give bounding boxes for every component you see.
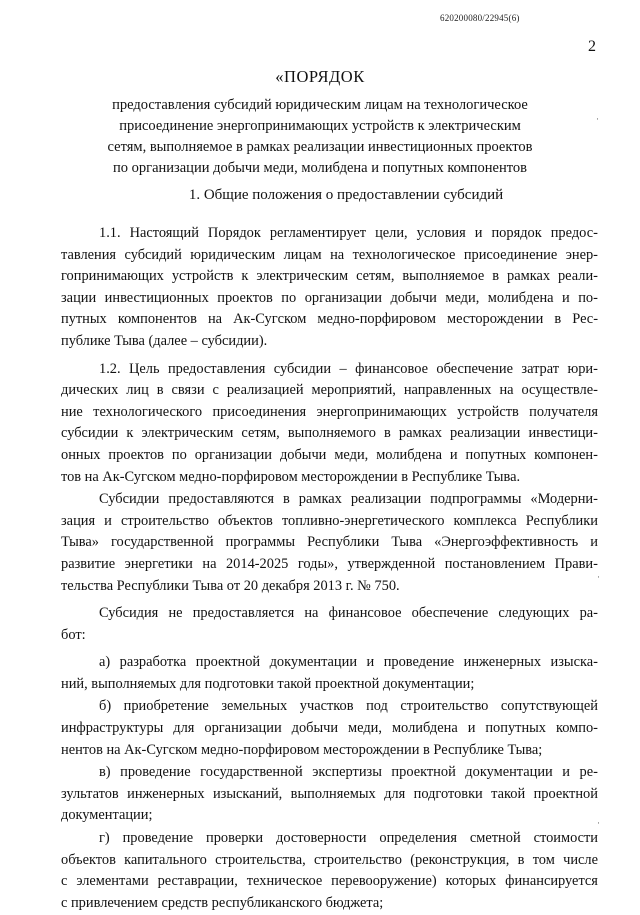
paragraph-line: тавления субсидий юридическим лицам на технологическое присоединение энер- bbox=[61, 246, 598, 263]
paragraph-line: путных компонентов на Ак-Сугском медно-порфировом месторождении в Рес- bbox=[61, 311, 598, 328]
scan-mark: · bbox=[596, 114, 599, 124]
paragraph bbox=[61, 223, 598, 353]
paragraph bbox=[61, 489, 598, 597]
title-main: «ПОРЯДОК bbox=[275, 67, 365, 86]
document-title bbox=[60, 67, 580, 179]
paragraph-line: нентов на Ак-Сугском медно-порфировом месторождении в Республике Тыва; bbox=[61, 741, 543, 758]
paragraph bbox=[61, 652, 598, 695]
paragraph-line: объектов капитального строительства, строительство (реконструкция, в том числе bbox=[61, 851, 598, 868]
paragraph-line: бот: bbox=[61, 626, 86, 643]
paragraph-line: 1.2. Цель предоставления субсидии – финансовое обеспечение затрат юри- bbox=[99, 360, 598, 377]
page-number: 2 bbox=[588, 38, 596, 55]
paragraph-line: ний, выполняемых для подготовки такой проектной документации; bbox=[61, 675, 475, 692]
paragraph-line: с элементами реставрации, техническое перевооружение) которых финансируется bbox=[61, 873, 598, 890]
paragraph-line: 1.1. Настоящий Порядок регламентирует цели, условия и порядок предос- bbox=[99, 225, 598, 241]
paragraph-line: гопринимающих устройств к электрическим сетям, выполняемое в рамках реали- bbox=[61, 268, 598, 285]
paragraph-line: зация и строительство объектов топливно-энергетического комплекса Республики bbox=[61, 512, 598, 529]
paragraph-line: инфраструктуры для организации добычи меди, молибдена и попутных компо- bbox=[61, 720, 598, 737]
paragraph-line: Субсидии предоставляются в рамках реализации подпрограммы «Модерни- bbox=[99, 491, 598, 508]
scan-mark: · bbox=[597, 818, 600, 828]
title-line: по организации добычи меди, молибдена и попутных компонентов bbox=[112, 160, 527, 176]
paragraph-line: развитие энергетики на 2014-2025 годы», утвержденной постановлением Прави- bbox=[61, 555, 598, 572]
paragraph-line: зации инвестиционных проектов по организации добычи меди, молибдена и по- bbox=[61, 289, 598, 306]
paragraph-line: Субсидия не предоставляется на финансовое обеспечение следующих ра- bbox=[99, 605, 598, 622]
paragraph-line: б) приобретение земельных участков под строительство сопутствующей bbox=[99, 698, 598, 715]
title-line: предоставления субсидий юридическим лицам на технологическое bbox=[112, 97, 528, 113]
paragraph-line: зультатов инженерных изысканий, выполняемых для подготовки такой проектной bbox=[61, 785, 598, 802]
paragraph-line: онных проектов по организации добычи меди, молибдена и попутных компонен- bbox=[61, 446, 598, 463]
paragraph bbox=[61, 696, 598, 761]
section-heading: 1. Общие положения о предоставлении субсидий bbox=[188, 187, 504, 203]
paragraph-line: в) проведение государственной экспертизы проектной документации и ре- bbox=[99, 764, 598, 781]
title-line: присоединение энергопринимающих устройств к электрическим bbox=[119, 118, 521, 134]
paragraph-line: дических лиц в связи с реализацией мероприятий, направленных на осуществле- bbox=[61, 382, 598, 399]
paragraph bbox=[61, 828, 598, 914]
paragraph-line: г) проведение проверки достоверности определения сметной стоимости bbox=[99, 830, 598, 847]
title-subtitle bbox=[60, 95, 580, 179]
paragraph-line: тов на Ак-Сугском медно-порфировом месторождении в Республике Тыва. bbox=[61, 468, 521, 485]
paragraph-line: публике Тыва (далее – субсидии). bbox=[61, 332, 268, 349]
paragraph-line: Тыва» государственной программы Республики Тыва «Энергоэффективность и bbox=[61, 534, 598, 551]
scan-mark: · bbox=[597, 572, 600, 582]
paragraph bbox=[61, 603, 598, 646]
paragraph-line: тельства Республики Тыва от 20 декабря 2013 г. № 750. bbox=[61, 577, 400, 594]
paragraph bbox=[61, 762, 598, 827]
document-body bbox=[61, 223, 598, 915]
paragraph-line: ние технологического присоединения энергопринимающих устройств получателя bbox=[61, 403, 598, 420]
paragraph-line: с привлечением средств республиканского бюджета; bbox=[61, 894, 384, 911]
paragraph-line: документации; bbox=[61, 807, 153, 824]
paragraph-line: а) разработка проектной документации и проведение инженерных изыска- bbox=[99, 654, 598, 671]
paragraph-line: субсидии к электрическим сетям, выполняемого в рамках реализации инвестици- bbox=[61, 425, 598, 442]
title-line: сетям, выполняемое в рамках реализации инвестиционных проектов bbox=[107, 139, 533, 155]
document-code: 620200080/22945(6) bbox=[440, 13, 520, 23]
paragraph bbox=[61, 359, 598, 489]
